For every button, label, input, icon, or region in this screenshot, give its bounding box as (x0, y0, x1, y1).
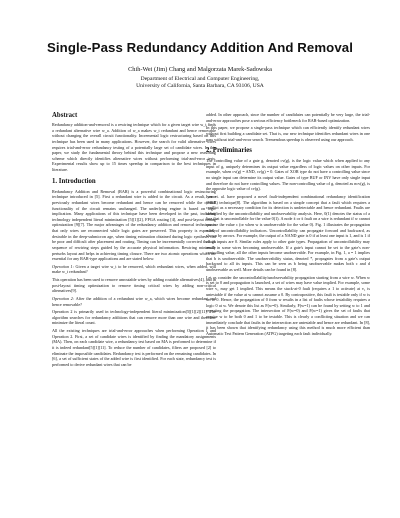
operation-2 (52, 296, 216, 307)
operation-1-text: Given a target wire w_t to be removed, which redundant wires, when added, will make w_t redundant? (52, 263, 216, 275)
fire-paragraph: Iyer et. al. have proposed a novel fault-independent combinational redundancy identification (FIRE) technique[8]. The algorithm is based on a simple concept that a fault which requires a conflict as a necessary condition for its detection is undetectable and hence redundant. Faults are identified by the uncontrollability and unobservability analysis. Here, 0(1) denotes the status of a line that is uncontrollable for the value 0(1). A node x̄ or x̄ fault on a wire is redundant if w cannot assume the value c (or when w is unobservable for the value 0). Fig. 1 illustrates the propagation rules of uncontrollability indicators. Uncontrollability can propagate forward and backward, as shown by arrows. For example, the output of a NAND gate is 0 if at least one input is 1, and is 1 if all its inputs are 0. Similar rules apply to other gate types. Propagation of uncontrollability may result in some wires becoming unobservable. If a gate's input cannot be set to the gate's non-controlling value, all the other inputs become unobservable. For example, in Fig. 1, a = 1 implies that b is unobservable. The unobservability status, denoted *, propagates from a gate's output backward to all its inputs. This can be seen as b being unobservable makes both c and d unobservable as well. More details can be found in [8]. (206, 193, 370, 272)
continuation-paragraph: added. In other approach, since the number of candidates can potentially be very large, the trial-and-error approaches pose a serious efficiency bottleneck for RAR-based optimization. (206, 112, 370, 123)
proposal-paragraph: In this paper, we propose a single-pass technique which can efficiently identify redundant wires without first building a candidate set. That is, our new technique identifies redundant wires in one pass without trial-and-error search. Tremendous speedup is observed using our approach. (206, 125, 370, 142)
paper-authors: Chih-Wei (Jim) Chang and Malgorzata Marek-Sadowska (128, 66, 272, 73)
operation-2-text: After the addition of a redundant wire w_a, which wires become redundant and hence removable? (52, 295, 217, 307)
right-column (206, 112, 370, 339)
intro-paragraph: Redundancy Addition and Removal (RAR) is a powerful combinational logic restructuring technique introduced in [5]. First a redundant wire is added to the circuit. As a result, some previously redundant wires become redundant and hence can be removed while the overall functionality of the circuit remains unchanged. The underlying engine is based on logic implication. Many applications of this technique have been developed in the past, including technology independent literal minimization [5][1][2], FPGA routing [4], and post-layout timing optimization [9][7]. The major advantages of the redundancy addition and removal technique is that only wires are reconnected while logic gates are preserved. This property is especially desirable in the deep-submicron age, when timing estimation obtained during logic synthesis can be poor and difficult after placement and routing. Timing can be incrementally corrected through sequence of rewiring steps guided by the accurate physical information. Rewiring minimally perturbs layout and helps in achieving timing closure. There are two atomic operations which are essential for any RAR-type applications and are stated below: (52, 188, 216, 262)
operation-2-label: Operation 2: (52, 295, 75, 301)
affiliation-department: Department of Electrical and Computer Engineering, (140, 76, 260, 82)
existing-techniques-paragraph: All the existing techniques are trial-and-error approaches when performing Operation 1 and Operation 2. First, a set of candidate wires is identified by finding the mandatory assignments (MA). Then, on each candidate wire, a redundancy test based on MA is performed to determine if it is indeed redundant[5][1][11]. To reduce the number of candidates, filters are proposed [2] to eliminate the impossible candidates. Redundancy test is performed on the remaining candidates. In [6], a set of sufficient states of the added wire is first identified. For each state, redundancy test is performed to derive redundant wires that can be (52, 328, 216, 367)
abstract-text: Redundancy addition-and-removal is a rewiring technique which for a given target wire w_t finds a redundant alternative wire w_a. Addition of w_a makes w_t redundant and hence removable without changing the overall circuit functionality. Incremental logic restructuring based on this technique has been used in many applications. However, the search for valid alternative wires requires trial-and-error redundancy testing of a potentially large set of candidate wires. In this paper, we study the fundamental theory behind this technique and propose a new reasoning scheme which directly identifies alternative wires without performing trial-and-error tests. Experimental results show up to 15 times speedup in comparison to the best techniques in literature. (52, 122, 216, 172)
operation-1-label: Operation 1: (52, 263, 75, 269)
operation-note: This operation has been used to remove unroutable wires by adding routable alternatives[4], and in post-layout timing optimization to remove timing critical wires by adding non-critical alternatives[9]. (52, 277, 216, 294)
operation-2-paragraph: Operation 2 is primarily used in technology-independent literal minimization[5][1][2][11]. The algorithm searches for redundancy additions that can remove more than one wire and therefore minimize the literal count. (52, 309, 216, 326)
operation-1 (52, 264, 216, 275)
left-column (52, 112, 216, 369)
controlling-value-paragraph: The controlling value of a gate g, denoted cv(g), is the logic value which when applied to any input of g, uniquely determines its output value regardless of logic values on other inputs. For example, when cv(g) = AND, cv(g) = 0. Gates of XOR type do not have a controlling value since no single input can determine its output value. Gates of type BUF or INV have only single input and therefore do not have controlling values. The non-controlling value of g, denoted as ncv(g), is the opposite logic value of cv(g). (206, 158, 370, 192)
introduction-heading: 1. Introduction (52, 177, 96, 185)
paper-title: Single-Pass Redundancy Addition And Removal (47, 40, 353, 55)
propagation-paragraph: Let us consider the uncontrollability/unobservability propagation starting from a wire w. When w is set to 0 and propagation is launched, a set of wires may have value implied. For example, some wire v₁ may get 1 implied. This means the stuck-at-0 fault (requires a 1 to activate) at v₁ is untestable if the value at w cannot assume a 0. By contrapositive, this fault is testable only if w is set to 0. Hence, the propagation of 0 from w results in a list of faults whose testability requires a logic 0 at w. We denote this list as F(w=0). Similarly, F(w=1) can be found by setting w to 1 and repeating the propagation. The intersection of F(w=0) and F(w=1) gives the set of faults that require w to be both 0 and 1 to be testable. This is clearly a conflicting situation and we can immediately conclude that faults in the intersection are untestable and hence are redundant. In [8], it has been shown that identifying redundancy using this method is much more efficient than Automatic Test Pattern Generation (ATPG) targeting each fault individually. (206, 274, 370, 336)
abstract-heading: Abstract (52, 112, 78, 119)
preliminaries-heading: 2. Preliminaries (206, 147, 252, 155)
affiliation-university: University of California, Santa Barbara, CA 93106, USA (136, 83, 264, 89)
